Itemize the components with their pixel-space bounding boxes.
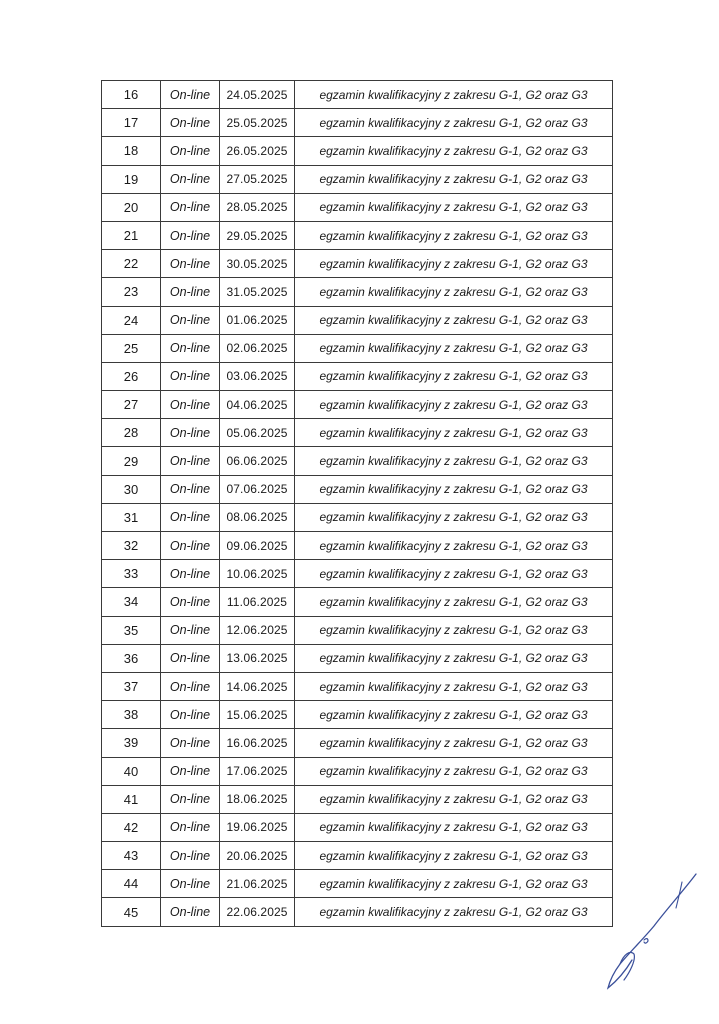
table-row	[102, 81, 613, 109]
handwritten-signature	[600, 868, 710, 998]
row-number-cell: 29	[102, 447, 161, 475]
exam-description-cell: egzamin kwalifikacyjny z zakresu G-1, G2 oraz G3	[295, 278, 613, 306]
table-row	[102, 588, 613, 616]
exam-description-cell: egzamin kwalifikacyjny z zakresu G-1, G2 oraz G3	[295, 503, 613, 531]
exam-mode-cell: On-line	[161, 362, 220, 390]
exam-mode-cell: On-line	[161, 221, 220, 249]
exam-description-cell: egzamin kwalifikacyjny z zakresu G-1, G2 oraz G3	[295, 165, 613, 193]
exam-description-cell: egzamin kwalifikacyjny z zakresu G-1, G2 oraz G3	[295, 391, 613, 419]
exam-mode-cell: On-line	[161, 842, 220, 870]
exam-date-cell: 10.06.2025	[220, 560, 295, 588]
table-row	[102, 362, 613, 390]
table-row	[102, 729, 613, 757]
row-number-cell: 21	[102, 221, 161, 249]
table-row	[102, 137, 613, 165]
exam-description-cell: egzamin kwalifikacyjny z zakresu G-1, G2 oraz G3	[295, 701, 613, 729]
exam-mode-cell: On-line	[161, 616, 220, 644]
exam-mode-cell: On-line	[161, 419, 220, 447]
row-number-cell: 18	[102, 137, 161, 165]
exam-date-cell: 15.06.2025	[220, 701, 295, 729]
table-row	[102, 165, 613, 193]
exam-mode-cell: On-line	[161, 898, 220, 926]
exam-description-cell: egzamin kwalifikacyjny z zakresu G-1, G2 oraz G3	[295, 672, 613, 700]
exam-description-cell: egzamin kwalifikacyjny z zakresu G-1, G2 oraz G3	[295, 870, 613, 898]
table-row	[102, 560, 613, 588]
exam-mode-cell: On-line	[161, 137, 220, 165]
table-row	[102, 306, 613, 334]
exam-date-cell: 26.05.2025	[220, 137, 295, 165]
exam-mode-cell: On-line	[161, 785, 220, 813]
exam-date-cell: 01.06.2025	[220, 306, 295, 334]
exam-mode-cell: On-line	[161, 278, 220, 306]
exam-mode-cell: On-line	[161, 672, 220, 700]
exam-date-cell: 29.05.2025	[220, 221, 295, 249]
exam-description-cell: egzamin kwalifikacyjny z zakresu G-1, G2 oraz G3	[295, 250, 613, 278]
row-number-cell: 37	[102, 672, 161, 700]
exam-date-cell: 24.05.2025	[220, 81, 295, 109]
table-row	[102, 109, 613, 137]
exam-mode-cell: On-line	[161, 870, 220, 898]
signature-stroke-tick	[644, 939, 648, 943]
exam-mode-cell: On-line	[161, 81, 220, 109]
exam-description-cell: egzamin kwalifikacyjny z zakresu G-1, G2 oraz G3	[295, 109, 613, 137]
exam-mode-cell: On-line	[161, 193, 220, 221]
exam-description-cell: egzamin kwalifikacyjny z zakresu G-1, G2 oraz G3	[295, 221, 613, 249]
table-row	[102, 278, 613, 306]
exam-mode-cell: On-line	[161, 447, 220, 475]
exam-date-cell: 17.06.2025	[220, 757, 295, 785]
table-row	[102, 419, 613, 447]
exam-schedule-body	[102, 81, 613, 927]
exam-description-cell: egzamin kwalifikacyjny z zakresu G-1, G2 oraz G3	[295, 419, 613, 447]
exam-mode-cell: On-line	[161, 306, 220, 334]
row-number-cell: 23	[102, 278, 161, 306]
exam-mode-cell: On-line	[161, 109, 220, 137]
exam-description-cell: egzamin kwalifikacyjny z zakresu G-1, G2 oraz G3	[295, 560, 613, 588]
row-number-cell: 39	[102, 729, 161, 757]
exam-description-cell: egzamin kwalifikacyjny z zakresu G-1, G2 oraz G3	[295, 362, 613, 390]
row-number-cell: 45	[102, 898, 161, 926]
exam-description-cell: egzamin kwalifikacyjny z zakresu G-1, G2 oraz G3	[295, 757, 613, 785]
table-row	[102, 870, 613, 898]
exam-mode-cell: On-line	[161, 165, 220, 193]
exam-description-cell: egzamin kwalifikacyjny z zakresu G-1, G2 oraz G3	[295, 81, 613, 109]
table-row	[102, 898, 613, 926]
exam-description-cell: egzamin kwalifikacyjny z zakresu G-1, G2 oraz G3	[295, 644, 613, 672]
row-number-cell: 22	[102, 250, 161, 278]
table-row	[102, 250, 613, 278]
table-row	[102, 193, 613, 221]
exam-description-cell: egzamin kwalifikacyjny z zakresu G-1, G2 oraz G3	[295, 729, 613, 757]
table-row	[102, 475, 613, 503]
row-number-cell: 24	[102, 306, 161, 334]
row-number-cell: 26	[102, 362, 161, 390]
row-number-cell: 43	[102, 842, 161, 870]
exam-description-cell: egzamin kwalifikacyjny z zakresu G-1, G2 oraz G3	[295, 842, 613, 870]
table-row	[102, 757, 613, 785]
exam-date-cell: 16.06.2025	[220, 729, 295, 757]
exam-date-cell: 09.06.2025	[220, 532, 295, 560]
exam-mode-cell: On-line	[161, 644, 220, 672]
row-number-cell: 31	[102, 503, 161, 531]
table-row	[102, 447, 613, 475]
exam-description-cell: egzamin kwalifikacyjny z zakresu G-1, G2 oraz G3	[295, 447, 613, 475]
exam-mode-cell: On-line	[161, 532, 220, 560]
signature-stroke-main	[608, 874, 696, 988]
row-number-cell: 36	[102, 644, 161, 672]
exam-date-cell: 06.06.2025	[220, 447, 295, 475]
row-number-cell: 34	[102, 588, 161, 616]
row-number-cell: 32	[102, 532, 161, 560]
exam-description-cell: egzamin kwalifikacyjny z zakresu G-1, G2 oraz G3	[295, 193, 613, 221]
table-row	[102, 616, 613, 644]
exam-mode-cell: On-line	[161, 391, 220, 419]
row-number-cell: 44	[102, 870, 161, 898]
exam-date-cell: 20.06.2025	[220, 842, 295, 870]
table-row	[102, 532, 613, 560]
exam-description-cell: egzamin kwalifikacyjny z zakresu G-1, G2 oraz G3	[295, 475, 613, 503]
exam-date-cell: 28.05.2025	[220, 193, 295, 221]
row-number-cell: 25	[102, 334, 161, 362]
exam-mode-cell: On-line	[161, 250, 220, 278]
exam-description-cell: egzamin kwalifikacyjny z zakresu G-1, G2 oraz G3	[295, 532, 613, 560]
exam-date-cell: 02.06.2025	[220, 334, 295, 362]
exam-date-cell: 11.06.2025	[220, 588, 295, 616]
exam-description-cell: egzamin kwalifikacyjny z zakresu G-1, G2 oraz G3	[295, 898, 613, 926]
exam-mode-cell: On-line	[161, 334, 220, 362]
row-number-cell: 35	[102, 616, 161, 644]
exam-date-cell: 19.06.2025	[220, 813, 295, 841]
row-number-cell: 27	[102, 391, 161, 419]
exam-schedule-table	[101, 80, 613, 927]
exam-mode-cell: On-line	[161, 729, 220, 757]
exam-mode-cell: On-line	[161, 701, 220, 729]
exam-mode-cell: On-line	[161, 757, 220, 785]
exam-date-cell: 13.06.2025	[220, 644, 295, 672]
table-row	[102, 334, 613, 362]
table-row	[102, 813, 613, 841]
table-row	[102, 391, 613, 419]
row-number-cell: 40	[102, 757, 161, 785]
row-number-cell: 28	[102, 419, 161, 447]
exam-date-cell: 14.06.2025	[220, 672, 295, 700]
exam-date-cell: 30.05.2025	[220, 250, 295, 278]
exam-date-cell: 07.06.2025	[220, 475, 295, 503]
exam-mode-cell: On-line	[161, 588, 220, 616]
exam-description-cell: egzamin kwalifikacyjny z zakresu G-1, G2 oraz G3	[295, 137, 613, 165]
row-number-cell: 16	[102, 81, 161, 109]
row-number-cell: 42	[102, 813, 161, 841]
row-number-cell: 38	[102, 701, 161, 729]
row-number-cell: 19	[102, 165, 161, 193]
table-row	[102, 701, 613, 729]
table-row	[102, 672, 613, 700]
table-row	[102, 785, 613, 813]
exam-date-cell: 31.05.2025	[220, 278, 295, 306]
exam-date-cell: 21.06.2025	[220, 870, 295, 898]
exam-description-cell: egzamin kwalifikacyjny z zakresu G-1, G2 oraz G3	[295, 785, 613, 813]
exam-mode-cell: On-line	[161, 560, 220, 588]
exam-description-cell: egzamin kwalifikacyjny z zakresu G-1, G2 oraz G3	[295, 616, 613, 644]
table-row	[102, 503, 613, 531]
row-number-cell: 41	[102, 785, 161, 813]
exam-date-cell: 03.06.2025	[220, 362, 295, 390]
row-number-cell: 30	[102, 475, 161, 503]
exam-mode-cell: On-line	[161, 503, 220, 531]
exam-mode-cell: On-line	[161, 813, 220, 841]
exam-date-cell: 18.06.2025	[220, 785, 295, 813]
table-row	[102, 221, 613, 249]
exam-description-cell: egzamin kwalifikacyjny z zakresu G-1, G2 oraz G3	[295, 306, 613, 334]
signature-stroke-tail	[676, 882, 682, 908]
table-row	[102, 842, 613, 870]
exam-description-cell: egzamin kwalifikacyjny z zakresu G-1, G2 oraz G3	[295, 588, 613, 616]
row-number-cell: 17	[102, 109, 161, 137]
exam-date-cell: 12.06.2025	[220, 616, 295, 644]
table-row	[102, 644, 613, 672]
exam-date-cell: 22.06.2025	[220, 898, 295, 926]
exam-date-cell: 04.06.2025	[220, 391, 295, 419]
exam-mode-cell: On-line	[161, 475, 220, 503]
exam-date-cell: 08.06.2025	[220, 503, 295, 531]
exam-date-cell: 05.06.2025	[220, 419, 295, 447]
exam-description-cell: egzamin kwalifikacyjny z zakresu G-1, G2 oraz G3	[295, 334, 613, 362]
exam-description-cell: egzamin kwalifikacyjny z zakresu G-1, G2 oraz G3	[295, 813, 613, 841]
row-number-cell: 33	[102, 560, 161, 588]
exam-date-cell: 27.05.2025	[220, 165, 295, 193]
row-number-cell: 20	[102, 193, 161, 221]
exam-date-cell: 25.05.2025	[220, 109, 295, 137]
